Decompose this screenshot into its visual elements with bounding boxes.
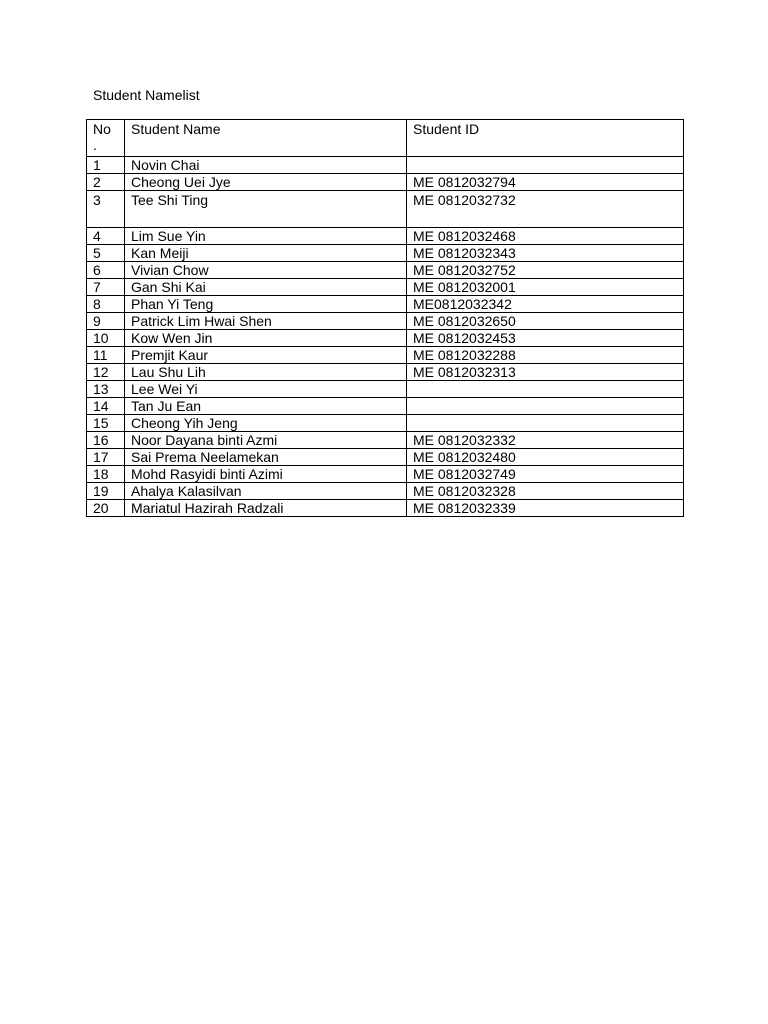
cell-student-name: Kan Meiji <box>125 245 407 262</box>
header-no <box>87 120 125 157</box>
table-row <box>87 398 684 415</box>
cell-student-name: Gan Shi Kai <box>125 279 407 296</box>
table-row <box>87 330 684 347</box>
cell-no: 6 <box>87 262 125 279</box>
cell-student-id <box>407 415 684 432</box>
cell-student-id: ME 0812032328 <box>407 483 684 500</box>
header-no-label: No . <box>93 121 111 153</box>
cell-no: 1 <box>87 157 125 174</box>
cell-student-name: Ahalya Kalasilvan <box>125 483 407 500</box>
cell-student-name: Kow Wen Jin <box>125 330 407 347</box>
table-header-row <box>87 120 684 157</box>
cell-student-name: Tee Shi Ting <box>125 191 407 228</box>
table-row <box>87 381 684 398</box>
cell-no: 20 <box>87 500 125 517</box>
cell-student-id <box>407 398 684 415</box>
cell-student-id: ME 0812032650 <box>407 313 684 330</box>
cell-student-id: ME 0812032480 <box>407 449 684 466</box>
cell-student-name: Phan Yi Teng <box>125 296 407 313</box>
cell-student-name: Premjit Kaur <box>125 347 407 364</box>
cell-no: 17 <box>87 449 125 466</box>
cell-student-name: Lau Shu Lih <box>125 364 407 381</box>
cell-student-id: ME 0812032794 <box>407 174 684 191</box>
cell-student-name: Cheong Yih Jeng <box>125 415 407 432</box>
cell-student-id: ME 0812032332 <box>407 432 684 449</box>
cell-no: 16 <box>87 432 125 449</box>
cell-no: 18 <box>87 466 125 483</box>
cell-student-id: ME 0812032468 <box>407 228 684 245</box>
student-namelist-table <box>86 119 684 517</box>
table-row <box>87 415 684 432</box>
cell-no: 8 <box>87 296 125 313</box>
cell-student-id: ME 0812032313 <box>407 364 684 381</box>
cell-no: 9 <box>87 313 125 330</box>
cell-student-id: ME0812032342 <box>407 296 684 313</box>
cell-student-name: Sai Prema Neelamekan <box>125 449 407 466</box>
cell-student-name: Tan Ju Ean <box>125 398 407 415</box>
cell-student-name: Noor Dayana binti Azmi <box>125 432 407 449</box>
table-row <box>87 432 684 449</box>
table-row <box>87 466 684 483</box>
cell-student-name: Lee Wei Yi <box>125 381 407 398</box>
table-row <box>87 449 684 466</box>
cell-student-name: Lim Sue Yin <box>125 228 407 245</box>
cell-no: 10 <box>87 330 125 347</box>
table-row <box>87 191 684 228</box>
cell-no: 15 <box>87 415 125 432</box>
cell-student-id: ME 0812032752 <box>407 262 684 279</box>
table-row <box>87 364 684 381</box>
document-title: Student Namelist <box>93 87 200 103</box>
table-row <box>87 174 684 191</box>
cell-student-id: ME 0812032749 <box>407 466 684 483</box>
cell-student-name: Vivian Chow <box>125 262 407 279</box>
table-row <box>87 296 684 313</box>
cell-student-name: Novin Chai <box>125 157 407 174</box>
cell-no: 13 <box>87 381 125 398</box>
cell-no: 4 <box>87 228 125 245</box>
table-row <box>87 483 684 500</box>
table-row <box>87 279 684 296</box>
cell-no: 7 <box>87 279 125 296</box>
cell-student-id: ME 0812032339 <box>407 500 684 517</box>
cell-student-name: Cheong Uei Jye <box>125 174 407 191</box>
cell-student-name: Patrick Lim Hwai Shen <box>125 313 407 330</box>
cell-student-id <box>407 381 684 398</box>
table-row <box>87 245 684 262</box>
table-row <box>87 313 684 330</box>
cell-no: 5 <box>87 245 125 262</box>
cell-no: 2 <box>87 174 125 191</box>
cell-no: 11 <box>87 347 125 364</box>
cell-no: 12 <box>87 364 125 381</box>
cell-student-id: ME 0812032453 <box>407 330 684 347</box>
table-row <box>87 347 684 364</box>
table-row <box>87 500 684 517</box>
cell-student-id <box>407 157 684 174</box>
cell-no: 19 <box>87 483 125 500</box>
cell-student-id: ME 0812032343 <box>407 245 684 262</box>
table-row <box>87 262 684 279</box>
cell-no: 14 <box>87 398 125 415</box>
table-row <box>87 228 684 245</box>
cell-student-name: Mohd Rasyidi binti Azimi <box>125 466 407 483</box>
cell-student-id: ME 0812032732 <box>407 191 684 228</box>
cell-student-id: ME 0812032288 <box>407 347 684 364</box>
header-student-name: Student Name <box>125 120 407 157</box>
table-row <box>87 157 684 174</box>
header-student-id: Student ID <box>407 120 684 157</box>
cell-student-name: Mariatul Hazirah Radzali <box>125 500 407 517</box>
cell-student-id: ME 0812032001 <box>407 279 684 296</box>
cell-no: 3 <box>87 191 125 228</box>
